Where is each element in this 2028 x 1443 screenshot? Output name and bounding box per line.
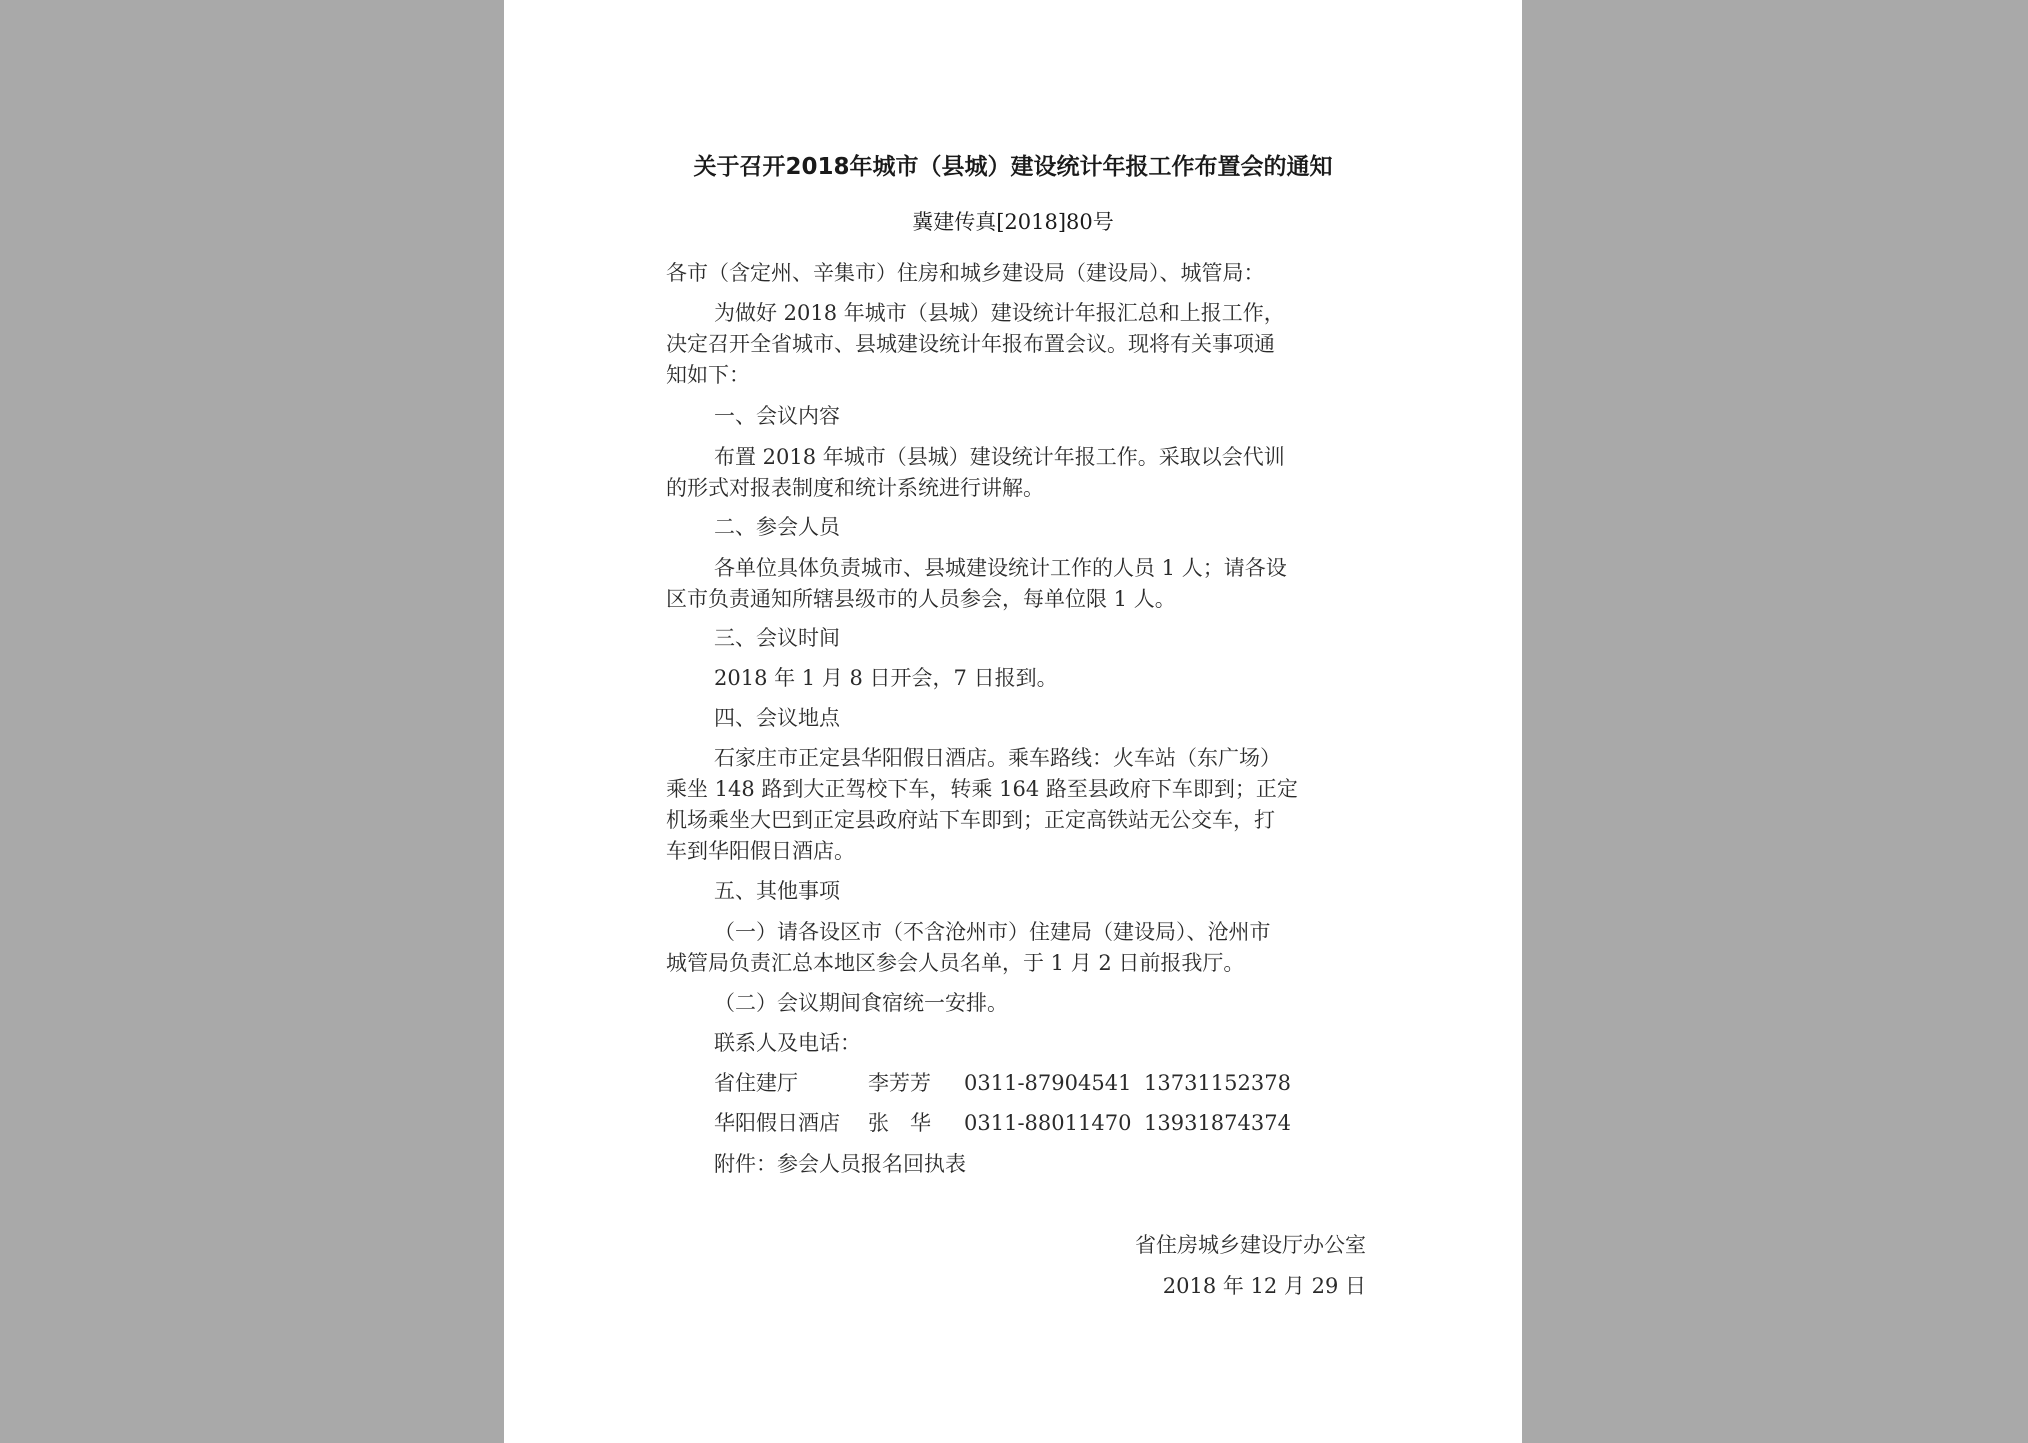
section3-heading: 三、会议时间 — [714, 626, 840, 650]
section5-item1-line-1: （一）请各设区市（不含沧州市）住建局（建设局）、沧州市 — [714, 920, 1271, 944]
document-page — [504, 0, 1522, 1443]
section2-body-1: 各单位具体负责城市、县城建设统计工作的人员 1 人；请各设 — [714, 556, 1287, 580]
document-number: 冀建传真[2018]80号 — [912, 210, 1114, 234]
section5-heading: 五、其他事项 — [714, 879, 840, 903]
section5-item1-line-2: 城管局负责汇总本地区参会人员名单，于 1 月 2 日前报我厅。 — [666, 951, 1245, 975]
contact-row — [714, 1108, 1414, 1139]
section5-item2: （二）会议期间食宿统一安排。 — [714, 991, 1008, 1015]
contact-mobile: 13731152378 — [1144, 1071, 1291, 1095]
signature-date: 2018 年 12 月 29 日 — [1162, 1274, 1366, 1298]
intro-line-1: 为做好 2018 年城市（县城）建设统计年报汇总和上报工作， — [714, 301, 1285, 325]
contact-org: 华阳假日酒店 — [714, 1111, 840, 1135]
contact-row — [714, 1068, 1414, 1099]
section1-body-1: 布置 2018 年城市（县城）建设统计年报工作。采取以会代训 — [714, 445, 1285, 469]
section4-body-3: 机场乘坐大巴到正定县政府站下车即到；正定高铁站无公交车，打 — [666, 808, 1275, 832]
section2-heading: 二、参会人员 — [714, 515, 840, 539]
attachment-note: 附件：参会人员报名回执表 — [714, 1152, 966, 1176]
section4-body-4: 车到华阳假日酒店。 — [666, 839, 855, 863]
contact-landline: 0311-88011470 — [964, 1111, 1132, 1135]
section4-body-1: 石家庄市正定县华阳假日酒店。乘车路线：火车站（东广场） — [714, 746, 1281, 770]
contact-name: 李芳芳 — [868, 1071, 931, 1095]
section4-body-2: 乘坐 148 路到大正驾校下车，转乘 164 路至县政府下车即到；正定 — [666, 777, 1298, 801]
section2-body-2: 区市负责通知所辖县级市的人员参会，每单位限 1 人。 — [666, 587, 1176, 611]
section4-heading: 四、会议地点 — [714, 706, 840, 730]
signature-org: 省住房城乡建设厅办公室 — [1135, 1233, 1366, 1257]
contact-name: 张 华 — [868, 1111, 931, 1135]
contact-org: 省住建厅 — [714, 1071, 798, 1095]
intro-line-2: 决定召开全省城市、县城建设统计年报布置会议。现将有关事项通 — [666, 332, 1275, 356]
contact-landline: 0311-87904541 — [964, 1071, 1132, 1095]
document-title: 关于召开2018年城市（县城）建设统计年报工作布置会的通知 — [693, 154, 1333, 180]
contact-mobile: 13931874374 — [1144, 1111, 1291, 1135]
intro-line-3: 知如下： — [666, 363, 750, 387]
section1-heading: 一、会议内容 — [714, 404, 840, 428]
section1-body-2: 的形式对报表制度和统计系统进行讲解。 — [666, 476, 1044, 500]
addressee: 各市（含定州、辛集市）住房和城乡建设局（建设局）、城管局： — [666, 261, 1265, 285]
contacts-label: 联系人及电话： — [714, 1031, 861, 1055]
section3-body: 2018 年 1 月 8 日开会，7 日报到。 — [714, 666, 1058, 690]
